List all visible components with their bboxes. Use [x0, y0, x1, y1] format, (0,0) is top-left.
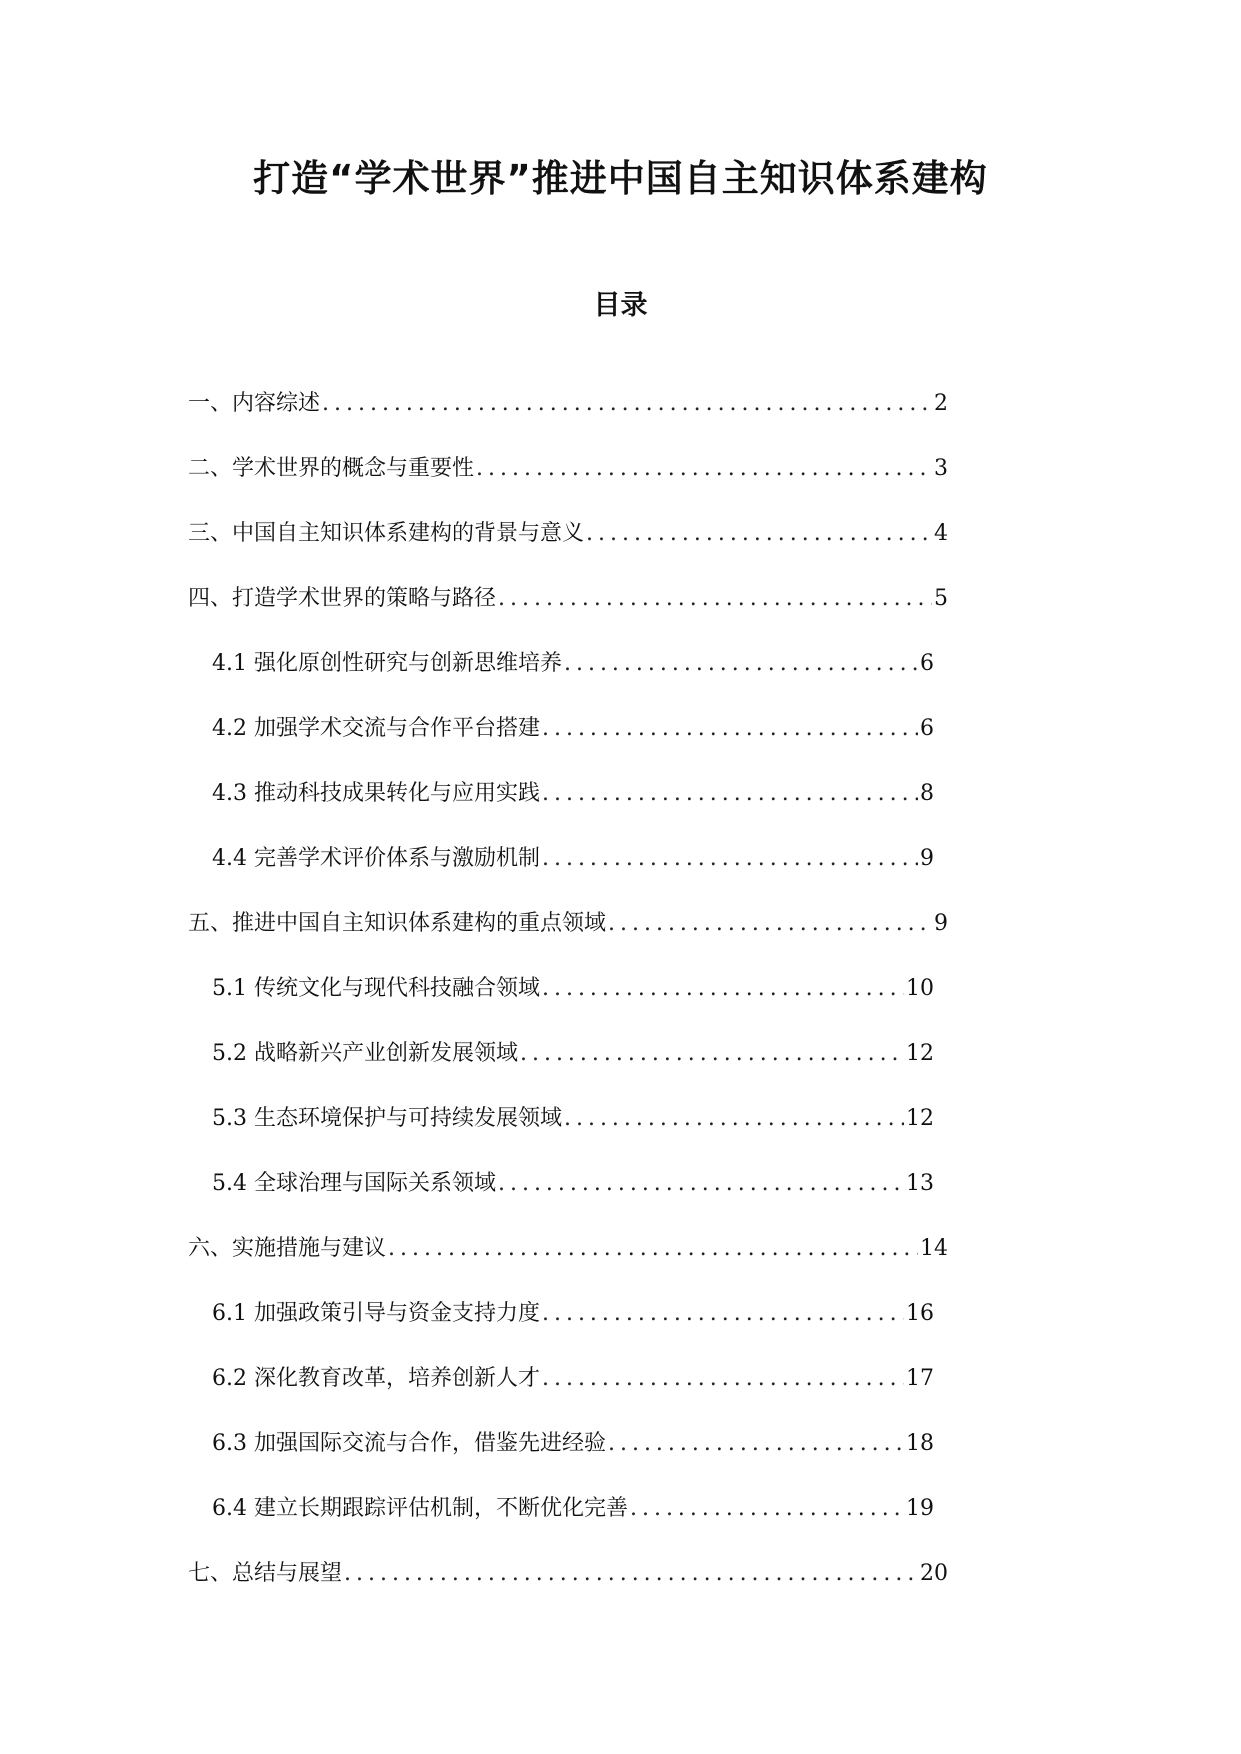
table-of-contents: [188, 386, 948, 1621]
toc-entry[interactable]: [188, 841, 948, 906]
toc-entry[interactable]: [188, 1361, 948, 1426]
toc-entry[interactable]: [188, 386, 948, 451]
toc-entry-label: 4.2 加强学术交流与合作平台搭建: [212, 716, 540, 741]
toc-dot-leader: [542, 1366, 904, 1391]
toc-entry[interactable]: [188, 1556, 948, 1621]
toc-entry-page-number: 12: [906, 1041, 934, 1066]
toc-dot-leader: [542, 781, 918, 806]
toc-entry-page-number: 12: [906, 1106, 934, 1131]
toc-dot-leader: [498, 586, 932, 611]
toc-entry-page-number: 6: [920, 716, 934, 741]
toc-entry-page-number: 8: [920, 781, 934, 806]
toc-entry-label: 4.4 完善学术评价体系与激励机制: [212, 846, 540, 871]
toc-entry-page-number: 10: [906, 976, 934, 1001]
toc-entry-label: 5.3 生态环境保护与可持续发展领域: [212, 1106, 562, 1131]
toc-dot-leader: [542, 976, 904, 1001]
toc-entry-page-number: 2: [934, 391, 948, 416]
toc-dot-leader: [608, 1431, 904, 1456]
toc-entry-page-number: 20: [920, 1561, 948, 1586]
toc-entry-page-number: 9: [920, 846, 934, 871]
toc-dot-leader: [564, 651, 918, 676]
toc-entry-page-number: 18: [906, 1431, 934, 1456]
toc-entry[interactable]: [188, 451, 948, 516]
toc-entry-label: 5.4 全球治理与国际关系领域: [212, 1171, 496, 1196]
toc-entry[interactable]: [188, 646, 948, 711]
toc-dot-leader: [564, 1106, 904, 1131]
toc-dot-leader: [586, 521, 932, 546]
toc-entry-label: 五、推进中国自主知识体系建构的重点领域: [188, 911, 607, 936]
toc-entry-label: 5.1 传统文化与现代科技融合领域: [212, 976, 540, 1001]
toc-dot-leader: [542, 716, 918, 741]
toc-entry[interactable]: [188, 1036, 948, 1101]
toc-entry-label: 6.4 建立长期跟踪评估机制，不断优化完善: [212, 1496, 628, 1521]
toc-entry-page-number: 16: [906, 1301, 934, 1326]
toc-entry[interactable]: [188, 516, 948, 581]
toc-dot-leader: [388, 1236, 918, 1261]
toc-entry[interactable]: [188, 1491, 948, 1556]
toc-entry-page-number: 14: [920, 1236, 948, 1261]
toc-dot-leader: [498, 1171, 904, 1196]
toc-entry[interactable]: [188, 1166, 948, 1231]
toc-entry-page-number: 6: [920, 651, 934, 676]
toc-dot-leader: [344, 1561, 918, 1586]
toc-entry[interactable]: [188, 971, 948, 1036]
toc-entry-label: 5.2 战略新兴产业创新发展领域: [212, 1041, 518, 1066]
toc-dot-leader: [542, 846, 918, 871]
toc-entry[interactable]: [188, 1231, 948, 1296]
toc-entry[interactable]: [188, 776, 948, 841]
toc-entry-page-number: 5: [934, 586, 948, 611]
toc-entry-page-number: 9: [934, 911, 948, 936]
toc-dot-leader: [520, 1041, 904, 1066]
toc-entry-label: 三、中国自主知识体系建构的背景与意义: [188, 521, 585, 546]
toc-entry-label: 六、实施措施与建议: [188, 1236, 387, 1261]
toc-entry[interactable]: [188, 1426, 948, 1491]
toc-entry-label: 二、学术世界的概念与重要性: [188, 456, 475, 481]
toc-entry-label: 4.1 强化原创性研究与创新思维培养: [212, 651, 562, 676]
toc-dot-leader: [476, 456, 932, 481]
toc-dot-leader: [322, 391, 932, 416]
toc-entry[interactable]: [188, 1101, 948, 1166]
toc-entry-page-number: 19: [906, 1496, 934, 1521]
toc-dot-leader: [630, 1496, 904, 1521]
toc-entry-page-number: 4: [934, 521, 948, 546]
toc-entry-label: 四、打造学术世界的策略与路径: [188, 586, 497, 611]
toc-entry[interactable]: [188, 581, 948, 646]
toc-heading: 目录: [593, 290, 648, 321]
toc-entry-label: 6.3 加强国际交流与合作，借鉴先进经验: [212, 1431, 606, 1456]
toc-entry[interactable]: [188, 711, 948, 776]
toc-entry-page-number: 3: [934, 456, 948, 481]
document-title: 打造“学术世界”推进中国自主知识体系建构: [253, 157, 988, 200]
toc-entry-label: 6.2 深化教育改革，培养创新人才: [212, 1366, 540, 1391]
toc-entry-label: 七、总结与展望: [188, 1561, 343, 1586]
toc-dot-leader: [542, 1301, 904, 1326]
toc-dot-leader: [608, 911, 932, 936]
toc-entry-label: 4.3 推动科技成果转化与应用实践: [212, 781, 540, 806]
toc-entry-label: 一、内容综述: [188, 391, 321, 416]
toc-entry-page-number: 17: [906, 1366, 934, 1391]
toc-entry-label: 6.1 加强政策引导与资金支持力度: [212, 1301, 540, 1326]
toc-entry-page-number: 13: [906, 1171, 934, 1196]
toc-entry[interactable]: [188, 1296, 948, 1361]
toc-entry[interactable]: [188, 906, 948, 971]
